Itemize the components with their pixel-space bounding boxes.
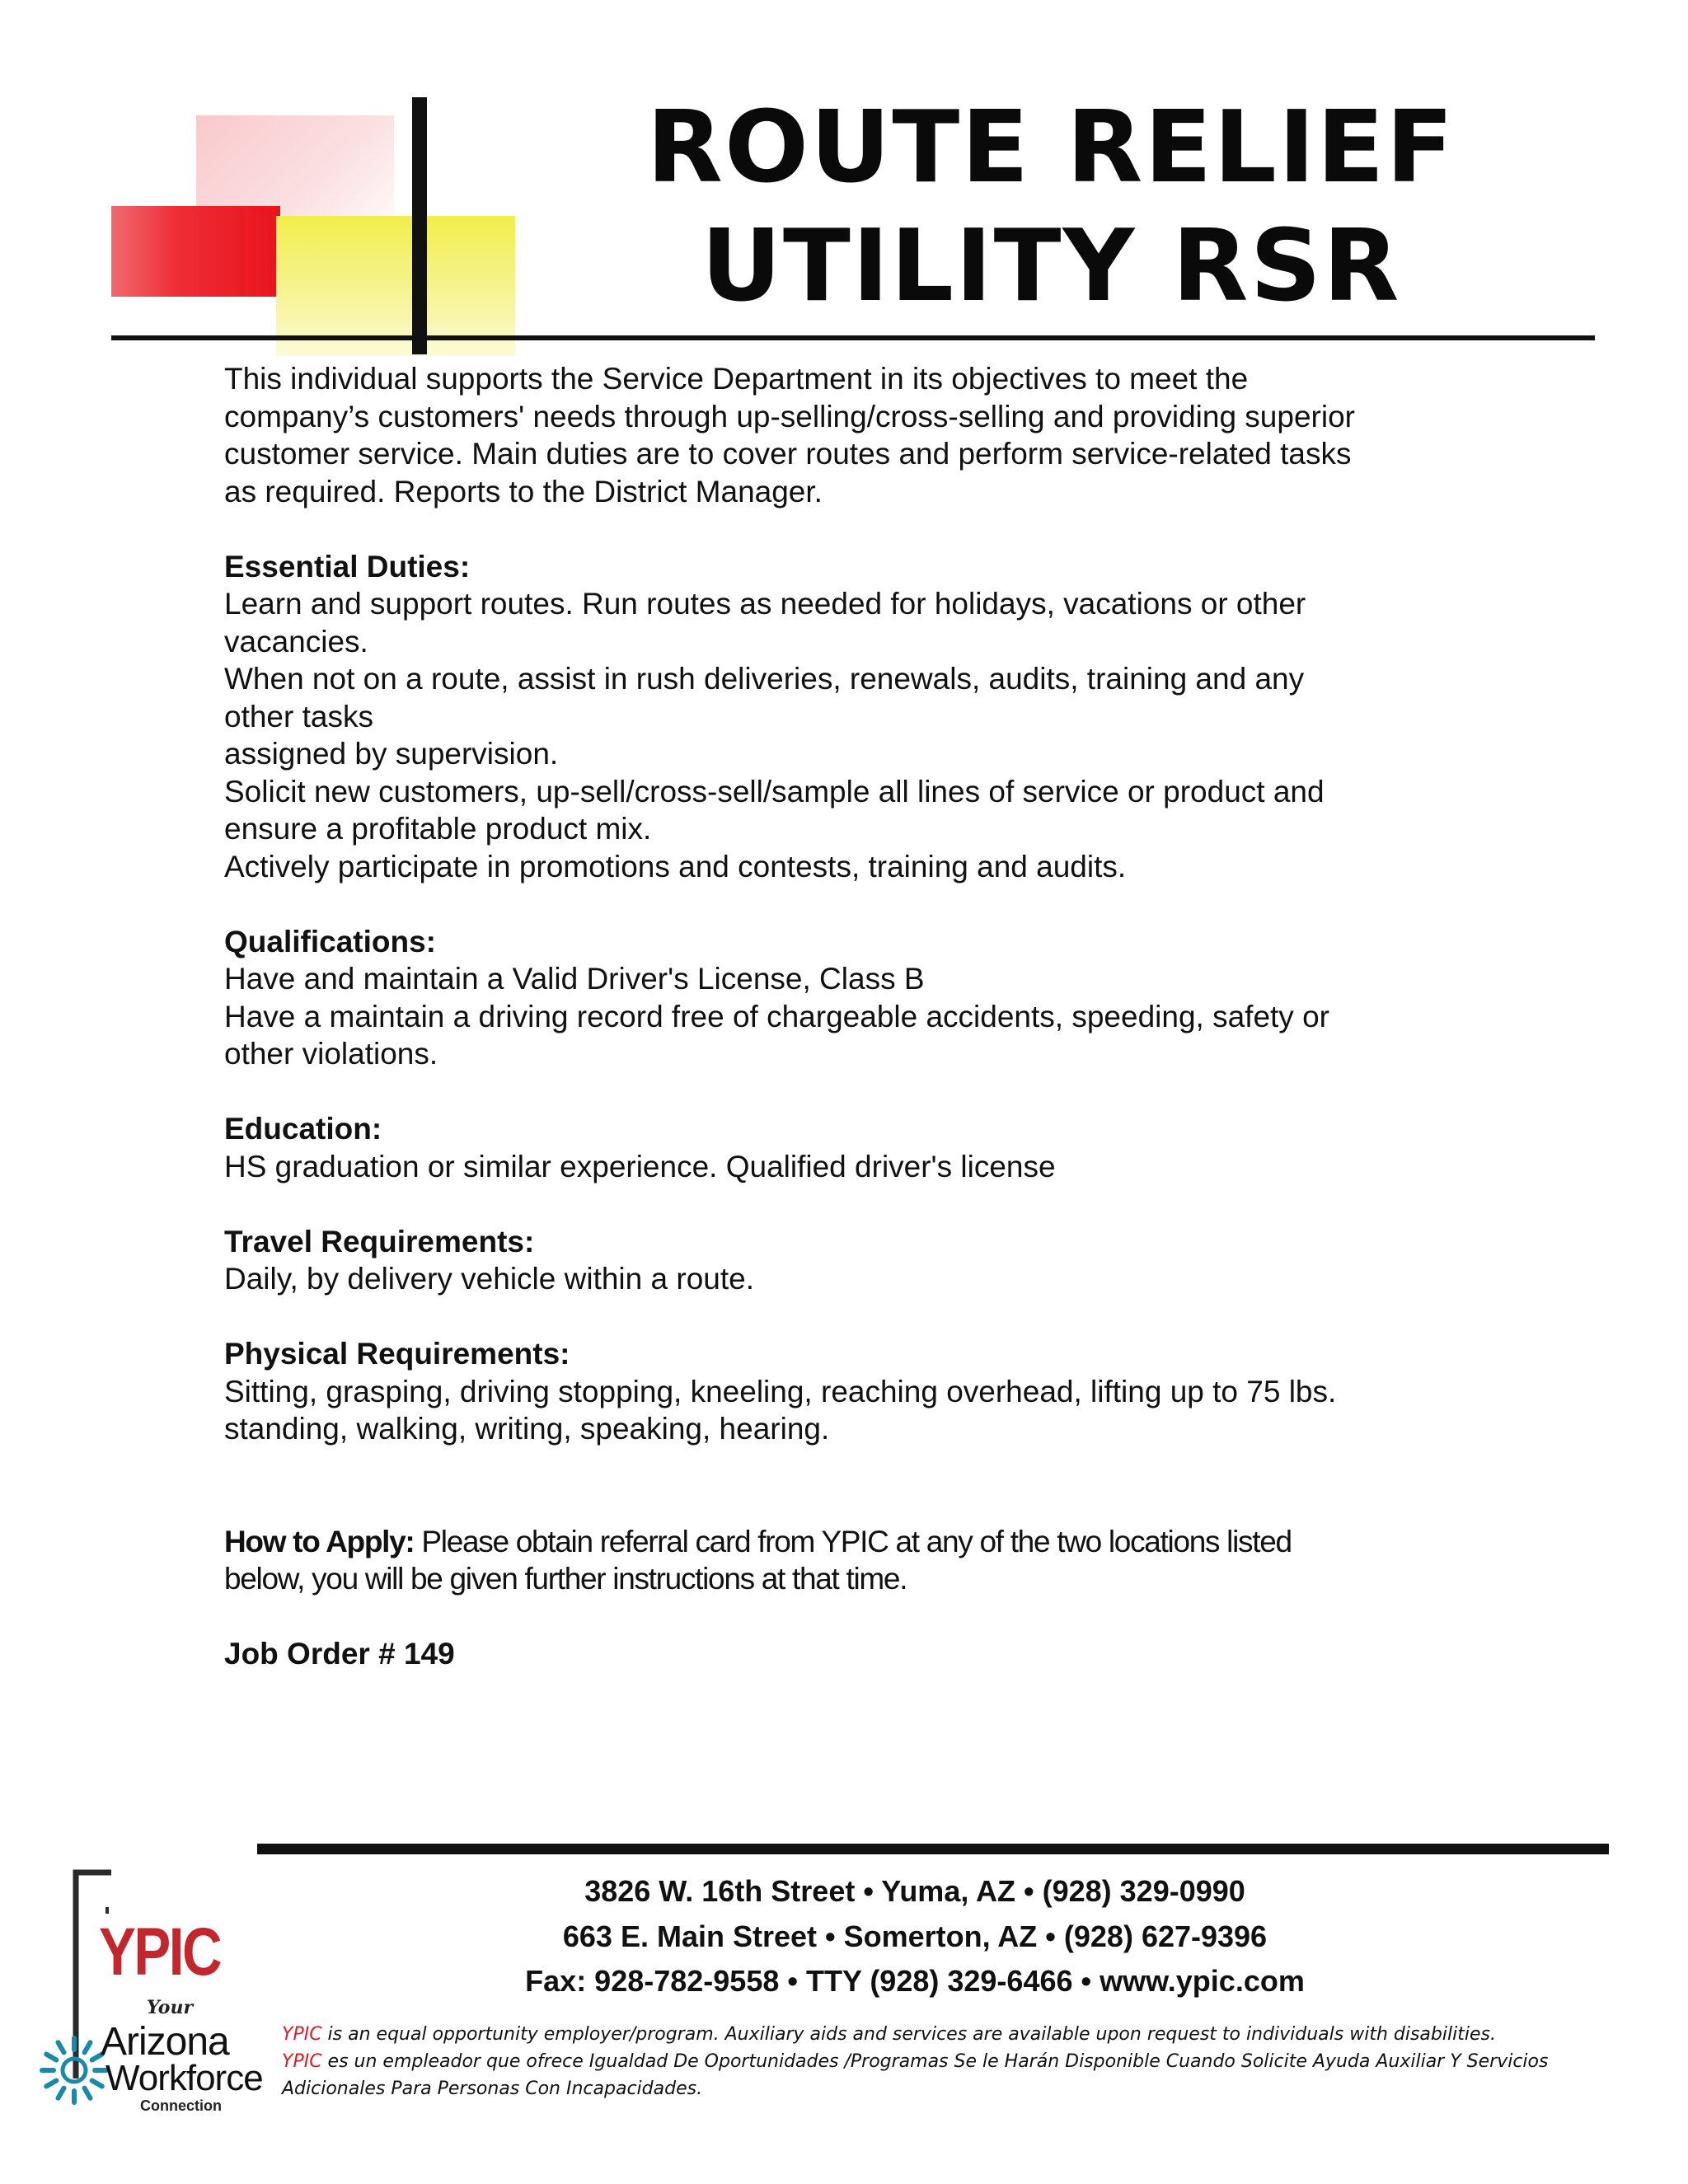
- essential-duties-heading: Essential Duties:: [224, 549, 471, 583]
- decor-red-square: [111, 206, 280, 297]
- job-title: [577, 89, 1525, 326]
- apply-text: Please obtain referral card from YPIC at any of the two locations listed: [414, 1524, 1292, 1558]
- duty-line: other tasks: [224, 699, 373, 733]
- job-title-line-2: UTILITY RSR: [701, 209, 1401, 324]
- header-divider: [111, 335, 1595, 340]
- job-description: [224, 360, 1510, 1673]
- disclaimer-text: is an equal opportunity employer/program. Auxiliary aids and services are available upon request to individuals with disabilities.: [321, 2024, 1496, 2045]
- physical-line: Sitting, grasping, driving stopping, kneeling, reaching overhead, lifting up to 75 lbs.: [224, 1374, 1337, 1408]
- physical-line: standing, walking, writing, speaking, hearing.: [224, 1412, 830, 1446]
- job-title-line-1: ROUTE RELIEF: [646, 91, 1456, 205]
- intro-line: company’s customers' needs through up-selling/cross-selling and providing superior: [224, 399, 1355, 434]
- physical-heading: Physical Requirements:: [224, 1337, 570, 1371]
- travel-section: [224, 1223, 1510, 1298]
- logo-arizona: Arizona: [101, 2020, 229, 2064]
- travel-line: Daily, by delivery vehicle within a route.: [224, 1262, 754, 1296]
- logo-connection: Connection: [140, 2097, 222, 2114]
- duty-line: ensure a profitable product mix.: [224, 812, 652, 846]
- intro-line: as required. Reports to the District Manager.: [224, 474, 823, 509]
- qualifications-section: [224, 923, 1510, 1073]
- duty-line: vacancies.: [224, 624, 368, 658]
- travel-heading: Travel Requirements:: [224, 1224, 535, 1258]
- logo-workforce: Workforce: [106, 2058, 263, 2098]
- duty-line: When not on a route, assist in rush deliveries, renewals, audits, training and any: [224, 662, 1305, 696]
- job-order-number: Job Order # 149: [224, 1637, 455, 1671]
- duty-line: Learn and support routes. Run routes as needed for holidays, vacations or other: [224, 587, 1306, 621]
- how-to-apply: [224, 1523, 1510, 1598]
- intro-line: This individual supports the Service Department in its objectives to meet the: [224, 362, 1249, 396]
- intro-line: customer service. Main duties are to cover routes and perform service-related tasks: [224, 437, 1352, 471]
- education-section: [224, 1110, 1510, 1185]
- apply-line-2: below, you will be given further instructions at that time.: [224, 1562, 907, 1596]
- education-line: HS graduation or similar experience. Qualified driver's license: [224, 1149, 1056, 1183]
- intro-paragraph: [224, 360, 1510, 510]
- disclaimer-english: [282, 2021, 1617, 2048]
- footer-divider: [257, 1844, 1609, 1854]
- duty-line: assigned by supervision.: [224, 737, 559, 771]
- duty-line: Actively participate in promotions and contests, training and audits.: [224, 849, 1127, 883]
- disclaimer-spanish: [282, 2048, 1617, 2075]
- disclaimer-brand: YPIC: [282, 2051, 322, 2072]
- logo-your: Your: [147, 1997, 194, 2018]
- duty-line: Solicit new customers, up-sell/cross-sell/sample all lines of service or product and: [224, 774, 1325, 808]
- qualification-line: other violations.: [224, 1037, 438, 1071]
- address-yuma: 3826 W. 16th Street • Yuma, AZ • (928) 329-0990: [584, 1874, 1245, 1908]
- decor-vertical-bar: [412, 97, 427, 354]
- address-somerton: 663 E. Main Street • Somerton, AZ • (928) 627-9396: [562, 1919, 1268, 1953]
- qualification-line: Have and maintain a Valid Driver's License, Class B: [224, 962, 925, 996]
- education-heading: Education:: [224, 1112, 382, 1146]
- apply-line-1: [224, 1523, 1510, 1561]
- contact-info: [363, 1869, 1467, 2004]
- disclaimer-text: es un empleador que ofrece Igualdad De Oportunidades /Programas Se le Harán Disponible Cuando Solicite Ayuda Auxiliar Y Servicios: [321, 2051, 1549, 2072]
- disclaimer-brand: YPIC: [282, 2024, 322, 2045]
- qualification-line: Have a maintain a driving record free of chargeable accidents, speeding, safety or: [224, 999, 1329, 1033]
- fax-tty-website: Fax: 928-782-9558 • TTY (928) 329-6466 • www.ypic.com: [525, 1964, 1305, 1998]
- essential-duties-section: [224, 548, 1510, 886]
- ypic-logo: [33, 1864, 264, 2120]
- apply-label: How to Apply:: [224, 1524, 415, 1558]
- disclaimer-spanish-cont: Adicionales Para Personas Con Incapacidades.: [282, 2079, 703, 2099]
- eeo-disclaimer: [282, 2021, 1617, 2102]
- logo-brand: YPIC: [99, 1915, 221, 1990]
- qualifications-heading: Qualifications:: [224, 924, 436, 958]
- physical-section: [224, 1335, 1510, 1448]
